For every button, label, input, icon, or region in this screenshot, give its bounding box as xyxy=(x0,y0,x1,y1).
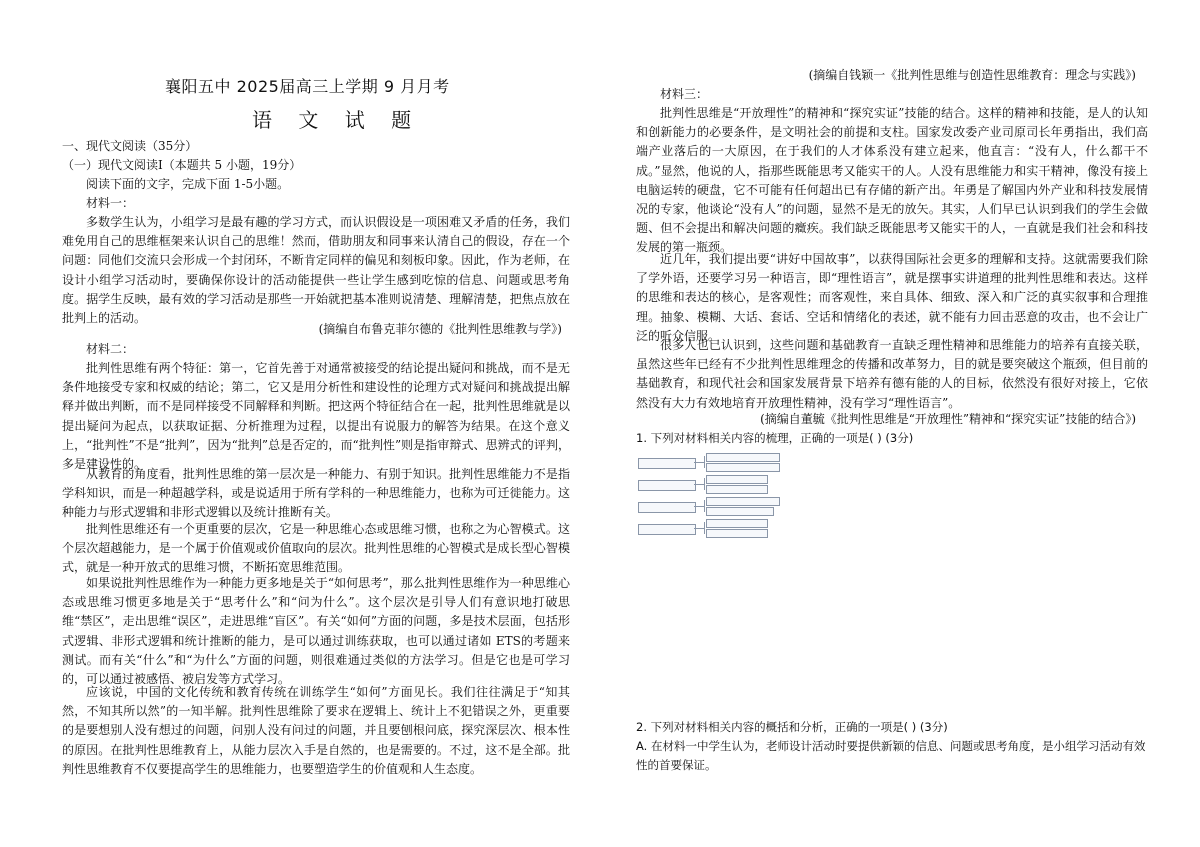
material-2-paragraph-1: 批判性思维有两个特征：第一，它首先善于对通常被接受的结论提出疑问和挑战，而不是无条件地接受专家和权威的结论；第二，它又是用分析性和建设性的论理方式对疑问和挑战提出解释并做出判断，而不是同样接受不同解释和判断。把这两个特征结合在一起，批判性思维就是以提出疑问为起点，以获取证据、分析推理为过程，以提出有说服力的解答为结果。在这个意义上，“批判性”不是“批判”，因为“批判”总是否定的，而“批判性”则是指审辩式、思辨式的评判，多是建设性的。 xyxy=(62,361,570,472)
material-1-label: 材料一： xyxy=(86,196,135,210)
diagram-leaf xyxy=(706,453,780,462)
exam-title: 襄阳五中 2025届高三上学期 9 月月考 xyxy=(165,77,450,96)
material-3-paragraph-3: 很多人也已认识到，这些问题和基础教育一直缺乏理性精神和思维能力的培养有直接关联，虽然这些年已经有不少批判性思维理念的传播和改革努力，目的就是要突破这个瓶颈，但目前的基础教育，和现代社会和国家发展背景下培养有德有能的人的目标，依然没有很好对接上，它依然没有大力有效地培育开放理性精神，没有学习“理性语言”。 xyxy=(636,338,1148,410)
diagram-leaf xyxy=(706,529,768,538)
diagram-leaf xyxy=(706,463,780,472)
diagram-node xyxy=(638,502,696,513)
material-2-paragraph-5: 应该说，中国的文化传统和教育传统在训练学生“如何”方面见长。我们往往满足于“知其然，不知其所以然”的一知半解。批判性思维除了要求在逻辑上、统计上不犯错误之外，更重要的是要想别人没有想过的问题，问别人没有问过的问题，并且要刨根问底，探究深层次、根本性的原因。在批判性思维教育上，从能力层次入手是自然的，也是需要的。不过，这不是全部。批判性思维教育不仅要提高学生的思维能力，也要塑造学生的价值观和人生态度。 xyxy=(62,685,570,776)
material-2-source: (摘编自钱颖一《批判性思维与创造性思维教育：理念与实践》) xyxy=(808,68,1136,82)
material-1-source: (摘编自布鲁克菲尔德的《批判性思维教与学》) xyxy=(318,322,562,336)
material-2-paragraph-4: 如果说批判性思维作为一种能力更多地是关于“如何思考”，那么批判性思维作为一种思维心态或思维习惯更多地是关于“思考什么”和“问为什么”。这个层次是引导人们有意识地打破思维“禁区”，走出思维“误区”，走进思维“盲区”。有关“如何”方面的问题，多是技术层面，包括形式逻辑、非形式逻辑和统计推断的能力，是可以通过训练获取，也可以通过诸如 ETS的考题来测试。而有关“什么”和“为什么”方面的问题，则很难通过类似的方法学习。但是它也是可学习的，可以通过被感悟、被启发等方式学习。 xyxy=(62,576,570,687)
material-1-paragraph: 多数学生认为，小组学习是最有趣的学习方式，而认识假设是一项困难又矛盾的任务，我们难免用自己的思维框架来认识自己的思维！然而，借助朋友和同事来认清自己的假设，存在一个问题：同他们交流只会形成一个封闭环，不断肯定同样的偏见和刻板印象。因此，作为老师，在设计小组学习活动时，要确保你设计的活动能提供一些让学生感到吃惊的信息、问题或思考角度。据学生反映，最有效的学习活动是那些一开始就把基本准则说清楚、理解清楚，把焦点放在批判上的活动。 xyxy=(62,215,570,326)
material-3-paragraph-2: 近几年，我们提出要“讲好中国故事”，以获得国际社会更多的理解和支持。这就需要我们除了学外语，还要学习另一种语言，即“理性语言”，就是摆事实讲道理的批判性思维和表达。这样的思维和表达的核心，是客观性；而客观性，来自具体、细致、深入和广泛的真实叙事和合理推理。抽象、模糊、大话、套话、空话和情绪化的表述，就不能有力回击恶意的攻击，也不会让广泛的听众信服。 xyxy=(636,252,1148,343)
subsection-heading: （一）现代文阅读Ⅰ（本题共 5 小题，19分） xyxy=(62,158,302,172)
material-2-paragraph-2: 从教育的角度看，批判性思维的第一层次是一种能力、有别于知识。批判性思维能力不是指学科知识，而是一种超越学科，或是说适用于所有学科的一种思维能力，也称为可迁徙能力。这种能力与形式逻辑和非形式逻辑以及统计推断有关。 xyxy=(62,467,570,520)
question-2: 2. 下列对材料相关内容的概括和分析，正确的一项是( ) (3分) xyxy=(636,720,948,734)
material-3-label: 材料三： xyxy=(660,87,709,101)
material-3-source: (摘编自董毓《批判性思维是“开放理性”精神和“探究实证”技能的结合》) xyxy=(760,412,1136,426)
diagram-leaf xyxy=(706,519,768,528)
section-heading: 一、现代文阅读（35分） xyxy=(62,139,198,153)
question-1-diagram xyxy=(636,452,782,544)
material-3-paragraph-1: 批判性思维是“开放理性”的精神和“探究实证”技能的结合。这样的精神和技能，是人的认知和创新能力的必要条件，是文明社会的前提和支柱。国家发改委产业司原司长年勇指出，我们高端产业落后的一大原因，在于我们的人才体系没有建立起来，他直言：“没有人，什么都干不成。”显然，他说的人，指那些既能思考又能实干的人。人没有思维能力和实干精神，像没有接上电脑运转的硬盘，它不可能有任何超出已有存储的新产出。年勇是了解国内外产业和科技发展情况的专家，他谈论“没有人”的问题，显然不是无的放矢。其实，人们早已认识到我们的学生会做题、但不会提出和解决问题的癥疾。我们缺乏既能思考又能实干的人，一直就是我们社会和科技发展的第一瓶颈。 xyxy=(636,106,1148,255)
material-2-label: 材料二： xyxy=(86,342,135,356)
question-1: 1. 下列对材料相关内容的梳理，正确的一项是( ) (3分) xyxy=(636,431,914,445)
diagram-leaf xyxy=(706,475,768,484)
diagram-leaf xyxy=(706,497,780,506)
material-2-paragraph-3: 批判性思维还有一个更重要的层次，它是一种思维心态或思维习惯，也称之为心智模式。这个层次超越能力，是一个属于价值观或价值取向的层次。批判性思维的心智模式是成长型心智模式，就是一种开放式的思维习惯，不断拓宽思维范围。 xyxy=(62,522,570,575)
diagram-leaf xyxy=(706,507,774,516)
diagram-leaf xyxy=(706,485,768,494)
diagram-node xyxy=(638,480,696,491)
exam-subject-title: 语 文 试 题 xyxy=(252,108,422,132)
diagram-node xyxy=(638,524,696,535)
diagram-node xyxy=(638,458,696,469)
instruction: 阅读下面的文字，完成下面 1-5小题。 xyxy=(86,177,290,191)
question-2-option-a: A. 在材料一中学生认为，老师设计活动时要提供新颖的信息、问题或思考角度，是小组学习活动有效性的首要保证。 xyxy=(636,739,1146,772)
